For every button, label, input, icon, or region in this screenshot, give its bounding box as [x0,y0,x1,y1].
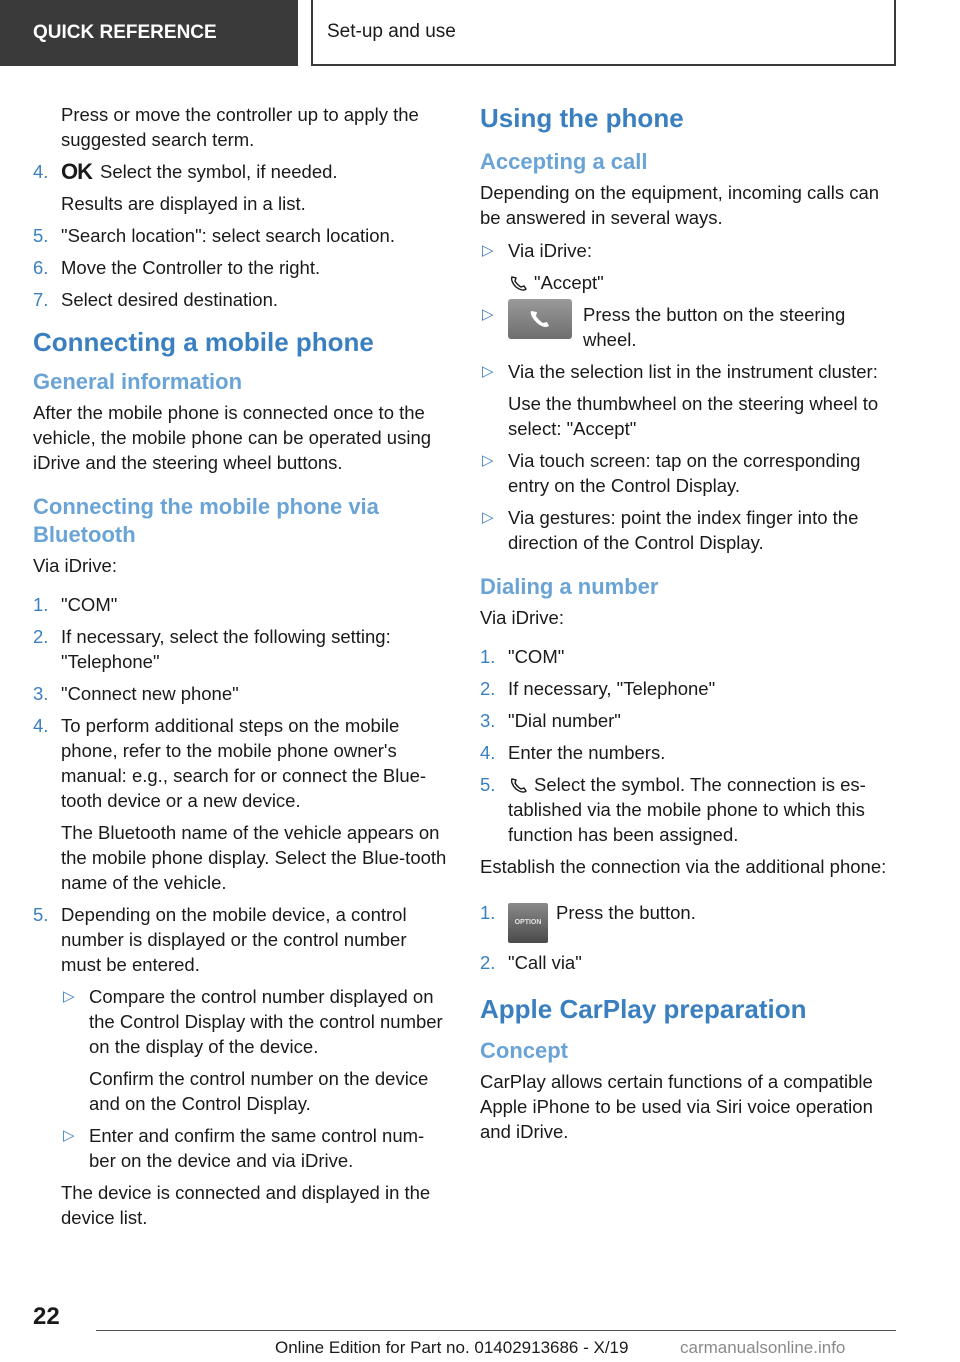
page-number: 22 [33,1303,60,1330]
triangle-bullet-icon: ▷ [63,988,75,1005]
bluetooth-steps-list [33,592,447,1230]
triangle-bullet-icon: ▷ [482,242,494,259]
step-continuation: Results are displayed in a list. [61,193,306,214]
list-item [33,592,447,617]
heading-concept: Concept [480,1038,568,1063]
list-item [480,238,898,295]
step-number: 2. [480,952,496,973]
intro-continuation: Press or move the controller up to apply the suggested search term. [61,104,419,150]
nav-steps-list [33,159,447,312]
ok-icon: OK [61,159,92,184]
method-continuation: Use the thumbwheel on the steering wheel to select: "Accept" [508,393,879,439]
step-text: "COM" [508,646,565,667]
step-text: "Call via" [508,952,582,973]
list-item [33,159,447,216]
page-header [0,0,960,66]
heading-bluetooth: Connecting the mobile phone via Bluetooth [33,494,379,547]
list-item [480,886,898,943]
list-item [480,740,898,765]
footer-divider [96,1330,896,1331]
header-section: QUICK REFERENCE [0,0,298,66]
list-item [480,448,898,498]
list-item [61,1123,447,1173]
list-item [33,681,447,706]
additional-phone-text: Establish the connection via the additional phone: [480,856,887,877]
list-item [33,902,447,1230]
method-text: Via iDrive: [508,240,592,261]
heading-using-phone: Using the phone [480,103,684,133]
triangle-bullet-icon: ▷ [482,306,494,323]
triangle-bullet-icon: ▷ [482,363,494,380]
bluetooth-final-text: The device is connected and displayed in the device list. [61,1182,431,1228]
step-text: "COM" [61,594,118,615]
dial-steps-list [480,644,898,847]
list-item [480,676,898,701]
step-number: 3. [33,683,49,704]
heading-dialing-number: Dialing a number [480,574,659,599]
list-item [61,984,447,1116]
triangle-bullet-icon: ▷ [482,509,494,526]
step-number: 2. [480,678,496,699]
option-button-icon: OPTION [508,903,548,943]
triangle-bullet-icon: ▷ [482,452,494,469]
list-item [480,644,898,669]
step-text: Select desired destination. [61,289,278,310]
phone-icon [508,274,530,292]
additional-steps-list [480,886,898,975]
sub-text: Compare the control number displayed on the Control Display with the control number on the display of the device. [89,986,443,1057]
heading-accepting-call: Accepting a call [480,149,648,174]
step-continuation: The Bluetooth name of the vehicle appears on the mobile phone display. Select the Blue-tooth name of the vehicle. [61,822,447,893]
step-number: 1. [480,902,496,923]
step-number: 2. [33,626,49,647]
triangle-bullet-icon: ▷ [63,1127,75,1144]
step-text: Select the symbol. The connection is es-tablished via the mobile phone to which this function has been assigned. [508,774,866,845]
control-number-sublist [61,984,447,1173]
accepting-text: Depending on the equipment, incoming calls can be answered in several ways. [480,182,880,228]
method-text: Via gestures: point the index finger into the direction of the Control Display. [508,507,859,553]
method-continuation [508,270,898,295]
left-column [33,102,447,1237]
step-text: If necessary, select the following setting: "Telephone" [61,626,391,672]
edition-text: Online Edition for Part no. 01402913686 - X/19 [275,1338,629,1357]
step-number: 4. [33,161,49,182]
step-text: "Dial number" [508,710,621,731]
list-item [33,624,447,674]
step-number: 4. [480,742,496,763]
list-item [33,255,447,280]
general-text: After the mobile phone is connected once to the vehicle, the mobile phone can be operated using iDrive and the steering wheel buttons. [33,402,432,473]
via-idrive-label: Via iDrive: [33,555,117,576]
heading-connecting-phone: Connecting a mobile phone [33,327,374,357]
list-item [480,505,898,555]
step-number: 6. [33,257,49,278]
list-item [33,713,447,895]
heading-general-information: General information [33,369,243,394]
list-item [33,223,447,248]
step-text: If necessary, "Telephone" [508,678,716,699]
heading-carplay: Apple CarPlay preparation [480,994,807,1024]
method-text: Via the selection list in the instrument cluster: [508,361,878,382]
list-item [33,287,447,312]
step-number: 5. [480,774,496,795]
step-text: Move the Controller to the right. [61,257,321,278]
concept-text: CarPlay allows certain functions of a compatible Apple iPhone to be used via Siri voice operation and iDrive. [480,1071,873,1142]
step-text: "Search location": select search location. [61,225,395,246]
sub-text: Enter and confirm the same control num-ber on the device and via iDrive. [89,1125,425,1171]
via-idrive-label: Via iDrive: [480,607,564,628]
step-number: 7. [33,289,49,310]
sub-continuation: Confirm the control number on the device and on the Control Display. [89,1068,429,1114]
accept-label: "Accept" [534,272,604,293]
method-text: Via touch screen: tap on the corresponding entry on the Control Display. [508,450,861,496]
list-item [480,359,898,441]
list-item [480,950,898,975]
list-item [480,708,898,733]
step-number: 1. [480,646,496,667]
step-number: 4. [33,715,49,736]
method-text: Press the button on the steering wheel. [583,304,846,350]
steering-phone-button [508,299,572,339]
step-text: Select the symbol, if needed. [100,161,338,182]
step-number: 5. [33,225,49,246]
list-item [480,302,898,352]
right-column [480,102,898,1151]
step-text: Press the button. [556,902,696,923]
step-text: "Connect new phone" [61,683,239,704]
step-number: 5. [33,904,49,925]
step-text: Enter the numbers. [508,742,666,763]
step-text: To perform additional steps on the mobile phone, refer to the mobile phone owner's manual: e.g., search for or connect the Blue-tooth device or a new device. [61,715,427,811]
phone-icon [508,776,530,794]
step-text: Depending on the mobile device, a control number is displayed or the control number must be entered. [61,904,407,975]
watermark: carmanualsonline.info [680,1338,846,1357]
step-number: 3. [480,710,496,731]
accept-methods-list [480,238,898,555]
phone-icon [528,308,552,330]
step-number: 1. [33,594,49,615]
header-chapter: Set-up and use [311,0,896,66]
list-item [480,772,898,847]
